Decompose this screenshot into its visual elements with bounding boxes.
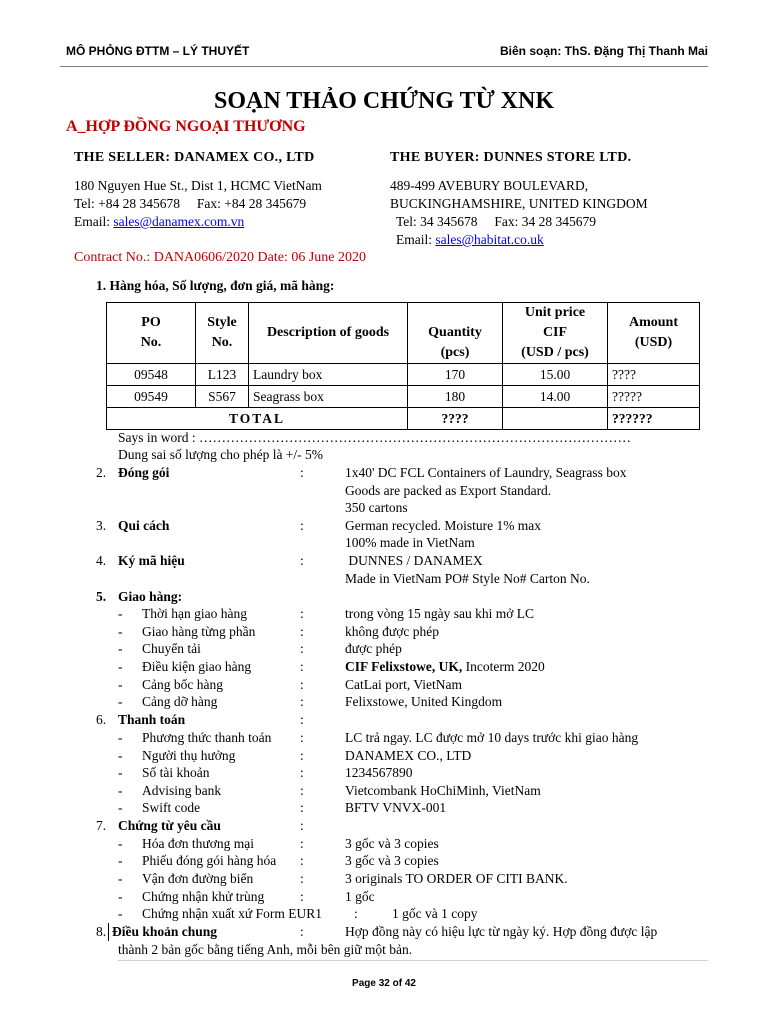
item-4-value-1: DUNNES / DANAMEX bbox=[345, 553, 483, 568]
bullet-dash: - bbox=[118, 871, 123, 886]
doc-label-1: Hóa đơn thương mại bbox=[142, 836, 254, 851]
item-3-value-1: German recycled. Moisture 1% max bbox=[345, 518, 542, 533]
item-5-num: 5. bbox=[96, 589, 107, 604]
item-8-label: Điều khoản chung bbox=[112, 924, 218, 939]
doc-value-1: 3 gốc và 3 copies bbox=[345, 836, 439, 851]
payment-value-3: 1234567890 bbox=[345, 765, 413, 780]
item-3-num: 3. bbox=[96, 518, 107, 533]
payment-value-5: BFTV VNVX-001 bbox=[345, 800, 447, 815]
bullet-dash: - bbox=[118, 906, 123, 921]
page-number: Page 32 of 42 bbox=[352, 978, 416, 989]
payment-label-5: Swift code bbox=[142, 800, 201, 815]
cell-amount: ???? bbox=[608, 364, 700, 386]
payment-value-2: DANAMEX CO., LTD bbox=[345, 748, 472, 763]
cell-description: Laundry box bbox=[249, 364, 408, 386]
delivery-value-2: không được phép bbox=[345, 624, 439, 639]
col-po: PO No. bbox=[107, 303, 196, 364]
item-7-num: 7. bbox=[96, 818, 107, 833]
item-8-num: 8. bbox=[96, 924, 107, 939]
buyer-address-2: BUCKINGHAMSHIRE, UNITED KINGDOM bbox=[390, 196, 648, 211]
header-divider bbox=[60, 66, 708, 67]
payment-colon-4: : bbox=[300, 783, 304, 798]
delivery-label-5: Cảng bốc hàng bbox=[142, 677, 223, 692]
col-unit-price: Unit price CIF (USD / pcs) bbox=[503, 303, 608, 364]
col-quantity: Quantity (pcs) bbox=[408, 303, 503, 364]
item-4-label: Ký mã hiệu bbox=[118, 553, 185, 568]
header-right: Biên soạn: ThS. Đặng Thị Thanh Mai bbox=[499, 44, 708, 58]
col-description: Description of goods bbox=[249, 303, 408, 364]
delivery-value-3: được phép bbox=[345, 641, 402, 656]
delivery-value-4-bold: CIF Felixstowe, UK, bbox=[345, 659, 463, 674]
cell-amount: ????? bbox=[608, 386, 700, 408]
goods-table bbox=[106, 302, 700, 430]
total-unit-price-empty bbox=[503, 408, 608, 430]
delivery-colon-2: : bbox=[300, 624, 304, 639]
contract-line: Contract No.: DANA0606/2020 Date: 06 June 2020 bbox=[74, 250, 367, 265]
cell-description: Seagrass box bbox=[249, 386, 408, 408]
cell-unit-price: 14.00 bbox=[503, 386, 608, 408]
delivery-value-1: trong vòng 15 ngày sau khi mở LC bbox=[345, 606, 534, 621]
delivery-label-6: Cảng dỡ hàng bbox=[142, 694, 218, 709]
delivery-label-4: Điều kiện giao hàng bbox=[142, 659, 252, 674]
payment-label-1: Phương thức thanh toán bbox=[142, 730, 272, 745]
bullet-dash: - bbox=[118, 659, 123, 674]
seller-email-link[interactable]: sales@danamex.com.vn bbox=[113, 214, 245, 229]
delivery-value-6: Felixstowe, United Kingdom bbox=[345, 694, 503, 709]
payment-value-4: Vietcombank HoChiMinh, VietNam bbox=[345, 783, 541, 798]
bullet-dash: - bbox=[118, 694, 123, 709]
says-in-word: Says in word : …………………………………………………………………………………… bbox=[118, 430, 631, 445]
item-4-value-2: Made in VietNam PO# Style No# Carton No. bbox=[345, 571, 590, 586]
delivery-value-5: CatLai port, VietNam bbox=[345, 677, 463, 692]
table-total-row bbox=[107, 408, 700, 430]
bullet-dash: - bbox=[118, 730, 123, 745]
bullet-dash: - bbox=[118, 836, 123, 851]
bullet-dash: - bbox=[118, 748, 123, 763]
total-amount: ?????? bbox=[608, 408, 700, 430]
doc-label-3: Vận đơn đường biển bbox=[142, 871, 254, 886]
delivery-colon-1: : bbox=[300, 606, 304, 621]
doc-label-2: Phiếu đóng gói hàng hóa bbox=[142, 853, 277, 868]
buyer-email-link[interactable]: sales@habitat.co.uk bbox=[435, 232, 544, 247]
bullet-dash: - bbox=[118, 641, 123, 656]
delivery-label-3: Chuyển tải bbox=[142, 641, 201, 656]
item-5-label: Giao hàng: bbox=[118, 589, 183, 604]
cell-unit-price: 15.00 bbox=[503, 364, 608, 386]
delivery-value-4 bbox=[345, 659, 545, 675]
cell-style: S567 bbox=[196, 386, 249, 408]
seller-email-label: Email: bbox=[74, 214, 114, 229]
seller-address: 180 Nguyen Hue St., Dist 1, HCMC VietNam bbox=[74, 178, 322, 193]
payment-colon-1: : bbox=[300, 730, 304, 745]
bullet-dash: - bbox=[118, 765, 123, 780]
item-2-label: Đóng gói bbox=[118, 465, 170, 480]
payment-label-4: Advising bank bbox=[142, 783, 222, 798]
bullet-dash: - bbox=[118, 889, 123, 904]
doc-value-5: 1 gốc và 1 copy bbox=[392, 906, 478, 921]
item-4-num: 4. bbox=[96, 553, 107, 568]
table-row bbox=[107, 364, 700, 386]
cell-quantity: 170 bbox=[408, 364, 503, 386]
item-6-num: 6. bbox=[96, 712, 107, 727]
delivery-label-2: Giao hàng từng phần bbox=[142, 624, 256, 639]
item-3-label: Qui cách bbox=[118, 518, 170, 533]
item-7-colon: : bbox=[300, 818, 304, 833]
delivery-label-1: Thời hạn giao hàng bbox=[142, 606, 247, 621]
cell-po: 09548 bbox=[107, 364, 196, 386]
delivery-colon-4: : bbox=[300, 659, 304, 674]
col-amount: Amount (USD) bbox=[608, 303, 700, 364]
doc-value-4: 1 gốc bbox=[345, 889, 375, 904]
item-6-label: Thanh toán bbox=[118, 712, 186, 727]
doc-colon-5: : bbox=[354, 906, 358, 921]
doc-value-3: 3 originals TO ORDER OF CITI BANK. bbox=[345, 871, 568, 886]
item-4-colon: : bbox=[300, 553, 304, 568]
buyer-address-1: 489-499 AVEBURY BOULEVARD, bbox=[390, 178, 589, 193]
bullet-dash: - bbox=[118, 624, 123, 639]
cell-style: L123 bbox=[196, 364, 249, 386]
item-3-value-2: 100% made in VietNam bbox=[345, 535, 475, 550]
buyer-email-label: Email: bbox=[396, 232, 436, 247]
item-8-marker bbox=[108, 923, 109, 941]
footer-divider bbox=[118, 960, 708, 961]
doc-colon-2: : bbox=[300, 853, 304, 868]
tolerance-note: Dung sai số lượng cho phép là +/- 5% bbox=[118, 447, 324, 462]
item-1-heading: 1. Hàng hóa, Số lượng, đơn giá, mã hàng: bbox=[96, 278, 335, 293]
payment-label-3: Số tài khoản bbox=[142, 765, 210, 780]
item-8-value-2: thành 2 bản gốc bằng tiếng Anh, mỗi bên giữ một bản. bbox=[118, 942, 413, 957]
seller-email-row bbox=[74, 214, 244, 230]
payment-label-2: Người thụ hưởng bbox=[142, 748, 236, 763]
total-quantity: ???? bbox=[408, 408, 503, 430]
item-6-colon: : bbox=[300, 712, 304, 727]
header-left: MÔ PHỎNG ĐTTM – LÝ THUYẾT bbox=[66, 44, 250, 58]
item-2-colon: : bbox=[300, 465, 304, 480]
table-header-row bbox=[107, 303, 700, 364]
delivery-colon-3: : bbox=[300, 641, 304, 656]
cell-po: 09549 bbox=[107, 386, 196, 408]
payment-colon-2: : bbox=[300, 748, 304, 763]
delivery-colon-5: : bbox=[300, 677, 304, 692]
page-title: SOẠN THẢO CHỨNG TỪ XNK bbox=[213, 88, 555, 114]
bullet-dash: - bbox=[118, 783, 123, 798]
item-8-value-1: Hợp đồng này có hiệu lực từ ngày ký. Hợp đồng được lập bbox=[345, 924, 658, 939]
item-2-value-1: 1x40' DC FCL Containers of Laundry, Seagrass box bbox=[345, 465, 627, 480]
bullet-dash: - bbox=[118, 800, 123, 815]
total-label: TOTAL bbox=[107, 408, 408, 430]
payment-value-1: LC trả ngay. LC được mở 10 days trước khi giao hàng bbox=[345, 730, 639, 745]
table-row bbox=[107, 386, 700, 408]
buyer-tel-fax: Tel: 34 345678 Fax: 34 28 345679 bbox=[396, 214, 597, 229]
doc-colon-1: : bbox=[300, 836, 304, 851]
seller-heading: THE SELLER: DANAMEX CO., LTD bbox=[74, 150, 315, 165]
item-8-colon: : bbox=[300, 924, 304, 939]
bullet-dash: - bbox=[118, 677, 123, 692]
bullet-dash: - bbox=[118, 606, 123, 621]
seller-tel-fax: Tel: +84 28 345678 Fax: +84 28 345679 bbox=[74, 196, 307, 211]
payment-colon-3: : bbox=[300, 765, 304, 780]
delivery-value-4-rest: Incoterm 2020 bbox=[462, 659, 545, 674]
payment-colon-5: : bbox=[300, 800, 304, 815]
doc-label-5: Chứng nhận xuất xứ Form EUR1 bbox=[142, 906, 323, 921]
item-2-num: 2. bbox=[96, 465, 107, 480]
bullet-dash: - bbox=[118, 853, 123, 868]
section-title: A_HỢP ĐỒNG NGOẠI THƯƠNG bbox=[66, 118, 306, 135]
doc-colon-4: : bbox=[300, 889, 304, 904]
buyer-heading: THE BUYER: DUNNES STORE LTD. bbox=[390, 150, 632, 165]
doc-value-2: 3 gốc và 3 copies bbox=[345, 853, 439, 868]
buyer-email-row bbox=[396, 232, 544, 248]
item-3-colon: : bbox=[300, 518, 304, 533]
doc-label-4: Chứng nhận khử trùng bbox=[142, 889, 265, 904]
item-2-value-2: Goods are packed as Export Standard. bbox=[345, 483, 552, 498]
cell-quantity: 180 bbox=[408, 386, 503, 408]
item-2-value-3: 350 cartons bbox=[345, 500, 408, 515]
delivery-colon-6: : bbox=[300, 694, 304, 709]
doc-colon-3: : bbox=[300, 871, 304, 886]
item-7-label: Chứng từ yêu cầu bbox=[118, 818, 221, 833]
col-style: Style No. bbox=[196, 303, 249, 364]
